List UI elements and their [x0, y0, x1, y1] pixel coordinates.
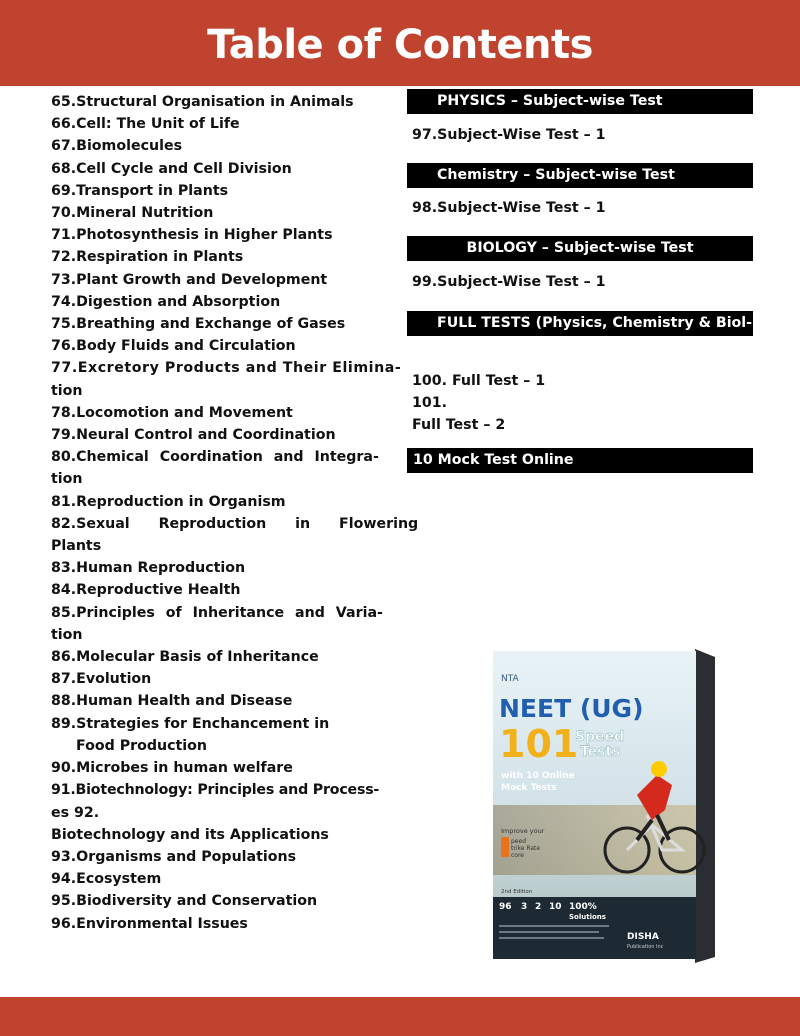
toc-item: 72.Respiration in Plants	[51, 249, 244, 266]
cover-big-number: 101	[499, 722, 579, 766]
toc-item: 84.Reproductive Health	[51, 582, 241, 599]
toc-item: 101.	[412, 395, 448, 411]
toc-item: 96.Environmental Issues	[51, 915, 248, 932]
cover-mock-tests: Mock Tests	[501, 783, 557, 793]
toc-item: 73.Plant Growth and Development	[51, 271, 328, 288]
toc-item: 82.Sexual Reproduction in Flowering	[51, 515, 419, 532]
cover-solutions: Solutions	[569, 913, 606, 921]
toc-item: 83.Human Reproduction	[51, 560, 246, 577]
mock-test-section-header: 10 Mock Test Online	[407, 448, 753, 473]
cover-stat-4: 10	[549, 902, 562, 912]
cover-publisher-sub: Publication Inc	[627, 944, 664, 950]
toc-item: 94.Ecosystem	[51, 871, 162, 888]
toc-item: 76.Body Fluids and Circulation	[51, 338, 296, 355]
header-band	[0, 0, 800, 86]
cover-tests: Tests	[580, 744, 621, 760]
toc-item: 85.Principles of Inheritance and Varia-	[51, 604, 383, 621]
toc-item-continuation: Full Test – 2	[412, 417, 506, 433]
toc-item: 93.Organisms and Populations	[51, 848, 297, 865]
toc-item: 71.Photosynthesis in Higher Plants	[51, 227, 333, 244]
cover-nta: NTA	[501, 674, 519, 684]
toc-item: 74.Digestion and Absorption	[51, 293, 281, 310]
cover-edition: 2nd Edition	[501, 889, 533, 895]
toc-item-continuation: tion	[51, 626, 83, 643]
biology-section-header: BIOLOGY – Subject-wise Test	[407, 236, 753, 261]
cover-stat-2: 3	[521, 902, 528, 912]
toc-item: 80.Chemical Coordination and Integra-	[51, 449, 379, 466]
chemistry-section-header: Chemistry – Subject-wise Test	[407, 163, 753, 188]
right-toc-column	[407, 89, 753, 473]
toc-item-continuation: es 92.	[51, 804, 100, 821]
toc-item: 97.Subject-Wise Test – 1	[412, 127, 606, 143]
toc-item-continuation: Food Production	[76, 737, 208, 754]
cover-stat-5: 100%	[569, 902, 597, 912]
toc-item: 67.Biomolecules	[51, 138, 183, 155]
cover-publisher: DISHA	[627, 932, 659, 942]
toc-item: 79.Neural Control and Coordination	[51, 427, 336, 444]
toc-item: 70.Mineral Nutrition	[51, 205, 214, 222]
book-cover-image	[487, 645, 717, 963]
toc-item: 91.Biotechnology: Principles and Process-	[51, 782, 380, 799]
toc-item: 65.Structural Organisation in Animals	[51, 94, 354, 110]
toc-item: 68.Cell Cycle and Cell Division	[51, 160, 292, 177]
cover-title: NEET (UG)	[499, 694, 644, 723]
cover-speed: Speed	[575, 729, 625, 745]
toc-item-continuation: tion	[51, 382, 83, 399]
toc-item: 81.Reproduction in Organism	[51, 493, 286, 510]
cover-strike: trike Rate	[511, 845, 541, 852]
toc-item: 86.Molecular Basis of Inheritance	[51, 649, 319, 666]
toc-item: 95.Biodiversity and Conservation	[51, 893, 318, 910]
page-title: Table of Contents	[207, 22, 593, 68]
toc-item: 66.Cell: The Unit of Life	[51, 116, 240, 133]
toc-item: 87.Evolution	[51, 671, 152, 688]
toc-item: 89.Strategies for Enchancement in	[51, 715, 330, 732]
footer-band	[0, 997, 800, 1036]
cover-speed-word: peed	[511, 838, 526, 845]
s-logo-icon	[501, 837, 509, 857]
toc-item: 90.Microbes in human welfare	[51, 760, 293, 777]
book-spine	[695, 649, 715, 963]
toc-item: 69.Transport in Plants	[51, 182, 229, 199]
physics-section-header: PHYSICS – Subject-wise Test	[407, 89, 753, 114]
toc-item: 77.Excretory Products and Their Elimina-	[51, 360, 402, 377]
toc-item: 99.Subject-Wise Test – 1	[412, 274, 606, 290]
full-tests-section-header: FULL TESTS (Physics, Chemistry & Biol-	[407, 311, 753, 336]
left-toc-column	[51, 91, 419, 935]
cover-stat-1: 96	[499, 902, 512, 912]
toc-item: Biotechnology and its Applications	[51, 826, 329, 843]
cover-stat-3: 2	[535, 902, 542, 912]
toc-item: 100. Full Test – 1	[412, 373, 546, 389]
toc-item: 75.Breathing and Exchange of Gases	[51, 316, 346, 333]
cover-improve: Improve your	[501, 827, 545, 835]
toc-item-continuation: Plants	[51, 538, 102, 555]
toc-item: 78.Locomotion and Movement	[51, 404, 293, 421]
cover-score: core	[511, 852, 524, 859]
toc-item-continuation: tion	[51, 471, 83, 488]
toc-item: 88.Human Health and Disease	[51, 693, 293, 710]
toc-item: 98.Subject-Wise Test – 1	[412, 200, 606, 216]
cover-with-online: with 10 Online	[501, 771, 575, 781]
